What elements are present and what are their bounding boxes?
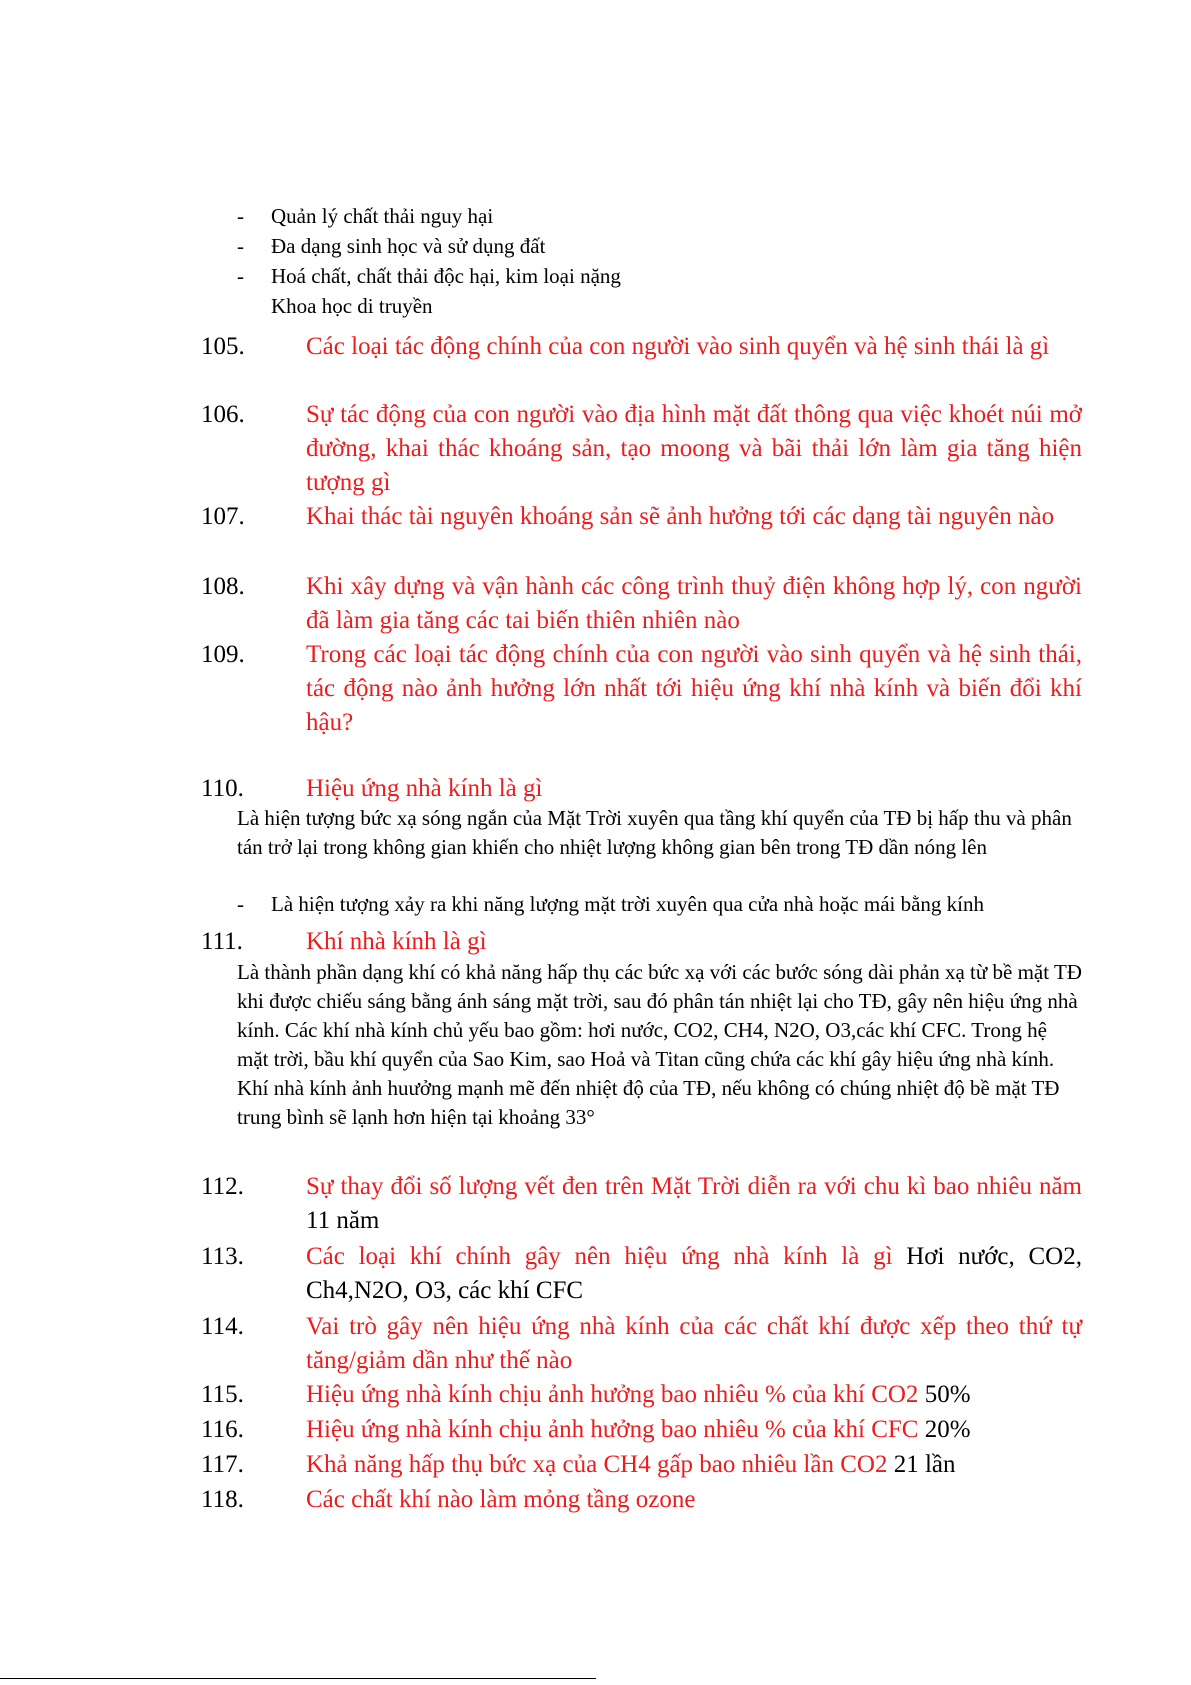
question-110: Hiệu ứng nhà kính là gì — [306, 775, 543, 802]
question-108: Khi xây dựng và vận hành các công trình thuỷ điện không hợp lý, con người đã làm gia tăng các tai biến thiên nhiên nào — [306, 573, 1082, 634]
question-number: 115. — [201, 1381, 244, 1408]
question-116: Hiệu ứng nhà kính chịu ảnh hưởng bao nhiêu % của khí CFC 20% — [306, 1416, 971, 1443]
question-number: 116. — [201, 1416, 244, 1443]
answer-110-paragraph: Là hiện tượng bức xạ sóng ngắn của Mặt Trời xuyên qua tầng khí quyển của TĐ bị hấp thu và phân tán trở lại trong không gian khiến cho nhiệt lượng không gian bên trong TĐ dần nóng lên — [237, 806, 1072, 859]
bullet-text: Đa dạng sinh học và sử dụng đất — [271, 234, 546, 258]
question-number: 118. — [201, 1486, 244, 1513]
answer-111-paragraph: Là thành phần dạng khí có khả năng hấp thụ các bức xạ với các bước sóng dài phản xạ từ bề mặt TĐ khi được chiếu sáng bằng ánh sáng mặt trời, sau đó phân tán nhiệt lại cho TĐ, gây nên hiệu ứng nhà kính. Các khí nhà kính chủ yếu bao gồm: hơi nước, CO2, CH4, N2O, O3,các khí CFC. Trong hệ mặt trời, bầu khí quyển của Sao Kim, sao Hoả và Titan cũng chứa các khí gây hiệu ứng nhà kính. Khí nhà kính ảnh huưởng mạnh mẽ đến nhiệt độ của TĐ, nếu không có chúng nhiệt độ bề mặt TĐ trung bình sẽ lạnh hơn hiện tại khoảng 33° — [237, 960, 1082, 1129]
answer-117: 21 lần — [887, 1451, 956, 1478]
question-number: 117. — [201, 1451, 244, 1478]
question-number: 105. — [201, 333, 245, 360]
question-117: Khả năng hấp thụ bức xạ của CH4 gấp bao nhiêu lần CO2 21 lần — [306, 1451, 956, 1478]
bullet-continuation: Khoa học di truyền — [271, 294, 433, 318]
question-number: 106. — [201, 401, 245, 428]
question-number: 111. — [201, 928, 243, 955]
footnote-separator — [0, 1678, 596, 1679]
question-number: 114. — [201, 1313, 244, 1340]
bullet-text: Quản lý chất thải nguy hại — [271, 204, 494, 228]
answer-112: 11 năm — [306, 1207, 380, 1234]
question-number: 112. — [201, 1173, 244, 1200]
question-118: Các chất khí nào làm mỏng tầng ozone — [306, 1486, 696, 1513]
question-113: Các loại khí chính gây nên hiệu ứng nhà kính là gì Hơi nước, CO2, Ch4,N2O, O3, các khí CFC — [306, 1243, 1082, 1304]
question-112: Sự thay đổi số lượng vết đen trên Mặt Trời diễn ra với chu kì bao nhiêu năm 11 năm — [306, 1173, 1082, 1234]
answer-110-bullet: Là hiện tượng xảy ra khi năng lượng mặt trời xuyên qua cửa nhà hoặc mái bằng kính — [271, 892, 985, 916]
question-107: Khai thác tài nguyên khoáng sản sẽ ảnh hưởng tới các dạng tài nguyên nào — [306, 503, 1055, 530]
answer-116: 20% — [918, 1416, 971, 1443]
question-111: Khí nhà kính là gì — [306, 928, 487, 955]
question-109: Trong các loại tác động chính của con người vào sinh quyển và hệ sinh thái, tác động nào ảnh hưởng lớn nhất tới hiệu ứng khí nhà kính và biến đổi khí hậu? — [306, 641, 1082, 736]
question-105: Các loại tác động chính của con người vào sinh quyển và hệ sinh thái là gì — [306, 333, 1050, 360]
bullet-dash: - — [237, 892, 244, 916]
question-106: Sự tác động của con người vào địa hình mặt đất thông qua việc khoét núi mở đường, khai thác khoáng sản, tạo moong và bãi thải lớn làm gia tăng hiện tượng gì — [306, 401, 1082, 496]
bullet-dash: - — [237, 264, 244, 288]
bullet-dash: - — [237, 204, 244, 228]
question-number: 110. — [201, 775, 244, 802]
question-number: 108. — [201, 573, 245, 600]
question-number: 109. — [201, 641, 245, 668]
answer-113: Hơi nước, CO2, Ch4,N2O, O3, các khí CFC — [306, 1243, 1082, 1304]
question-number: 113. — [201, 1243, 244, 1270]
answer-115: 50% — [918, 1381, 971, 1408]
question-115: Hiệu ứng nhà kính chịu ảnh hưởng bao nhiêu % của khí CO2 50% — [306, 1381, 971, 1408]
bullet-dash: - — [237, 234, 244, 258]
question-number: 107. — [201, 503, 245, 530]
question-114: Vai trò gây nên hiệu ứng nhà kính của các chất khí được xếp theo thứ tự tăng/giảm dần như thế nào — [306, 1313, 1082, 1374]
bullet-text: Hoá chất, chất thải độc hại, kim loại nặng — [271, 264, 621, 288]
